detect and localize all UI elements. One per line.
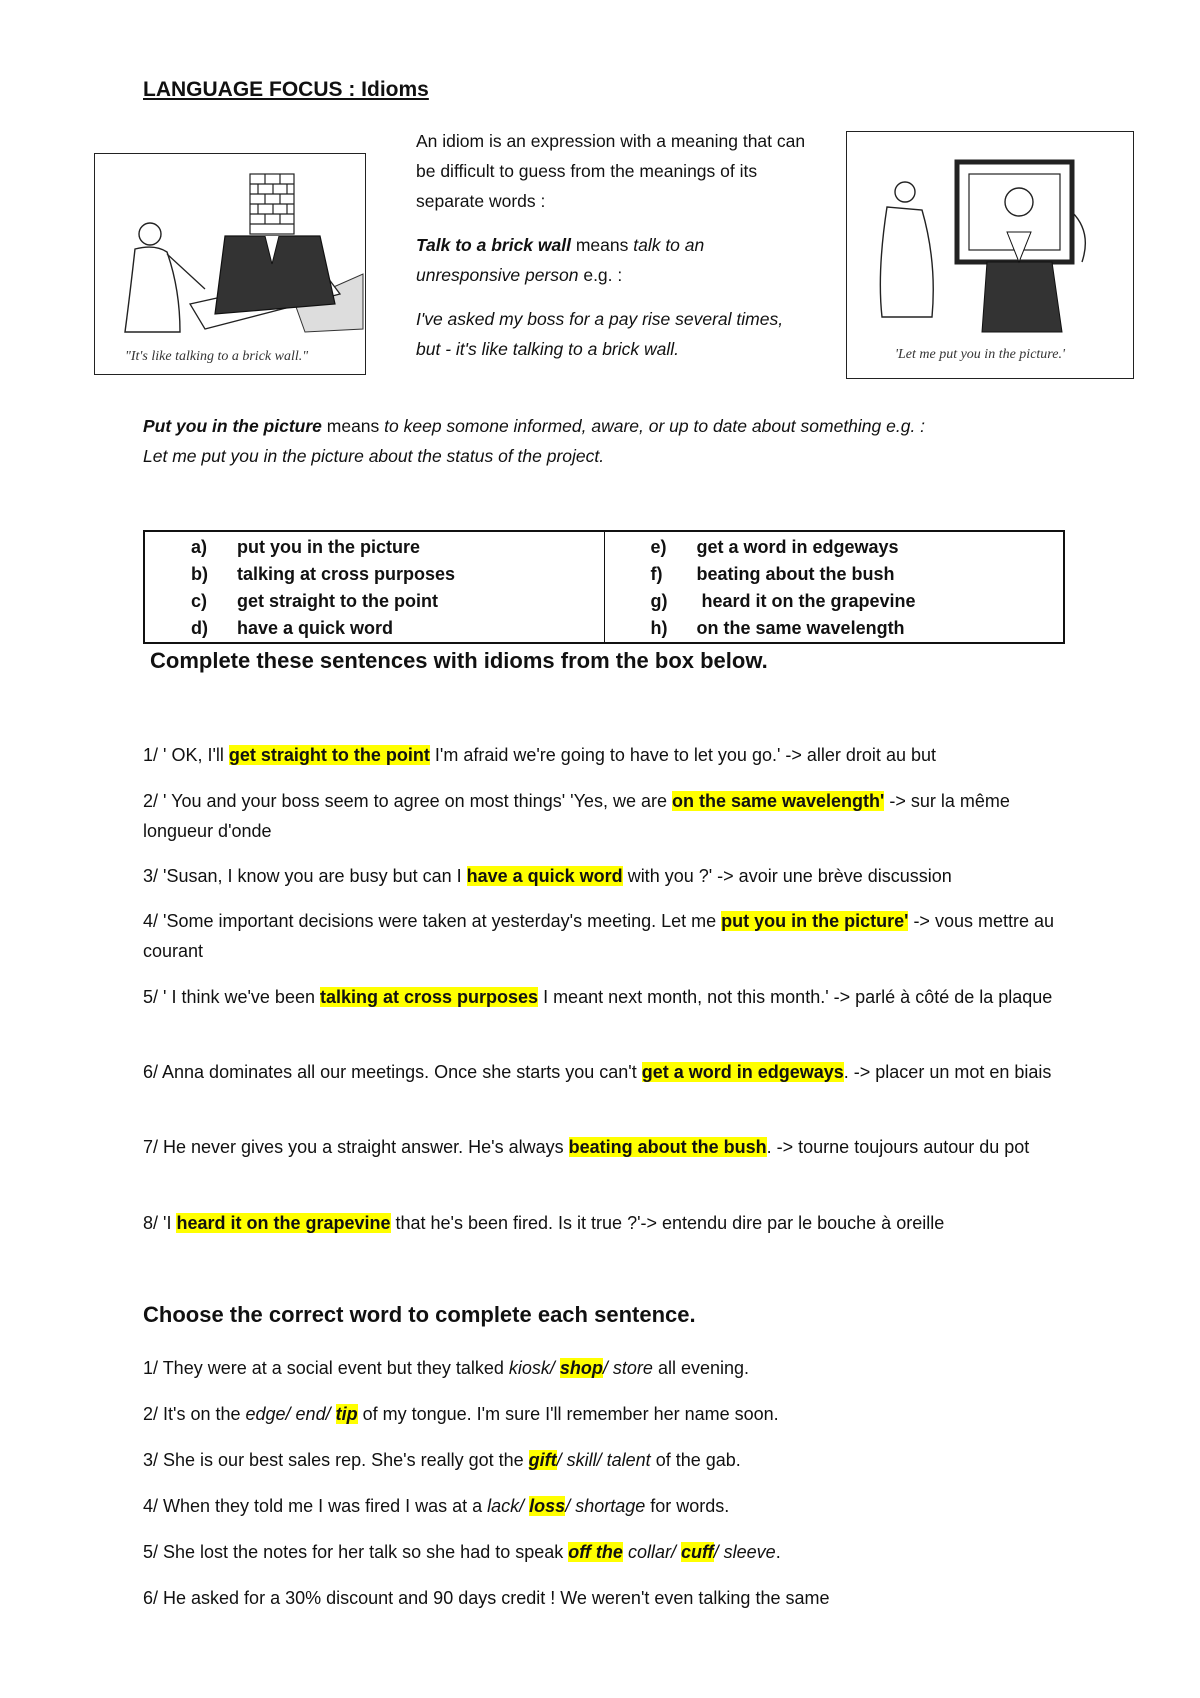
sentence-3: 3/ 'Susan, I know you are busy but can I have a quick word with you ?' -> avoir une brève discussion — [143, 866, 952, 886]
question-6: 6/ He asked for a 30% discount and 90 days credit ! We weren't even talking the same — [143, 1588, 830, 1608]
sentence-5: 5/ ' I think we've been talking at cross purposes I meant next month, not this month.' -> parlé à côté de la plaque — [143, 987, 1053, 1007]
picture-example: Let me put you in the picture about the status of the project. — [143, 446, 605, 466]
question-3: 3/ She is our best sales rep. She's really got the gift/ skill/ talent of the gab. — [143, 1450, 741, 1470]
list-item: f) beating about the bush — [650, 564, 895, 584]
cartoon-left — [94, 153, 366, 375]
brick-wall-example: I've asked my boss for a pay rise several times, but - it's like talking to a brick wall. — [416, 309, 784, 359]
list-item: g) heard it on the grapevine — [650, 591, 916, 611]
section1-heading: Complete these sentences with idioms from the box below. — [150, 648, 768, 673]
list-item: h) on the same wavelength — [650, 618, 905, 638]
sentence-8: 8/ 'I heard it on the grapevine that he's been fired. Is it true ?'-> entendu dire par le bouche à oreille — [143, 1213, 945, 1233]
section2-heading: Choose the correct word to complete each sentence. — [143, 1302, 696, 1327]
sentence-1: 1/ ' OK, I'll get straight to the point I'm afraid we're going to have to let you go.' -> aller droit au but — [143, 745, 936, 765]
cartoon-left-caption: "It's like talking to a brick wall." — [125, 349, 309, 364]
sentence-6: 6/ Anna dominates all our meetings. Once she starts you can't get a word in edgeways. -> placer un mot en biais — [143, 1062, 1052, 1082]
idiom-brick-wall: Talk to a brick wall — [416, 235, 571, 255]
question-1: 1/ They were at a social event but they talked kiosk/ shop/ store all evening. — [143, 1358, 750, 1378]
question-5: 5/ She lost the notes for her talk so she had to speak off the collar/ cuff/ sleeve. — [143, 1542, 781, 1562]
question-4: 4/ When they told me I was fired I was at a lack/ loss/ shortage for words. — [143, 1496, 730, 1516]
sentence-4: 4/ 'Some important decisions were taken at yesterday's meeting. Let me put you in the picture' -> vous mettre au courant — [143, 911, 1055, 961]
cartoon-brick-wall-illustration — [95, 154, 365, 344]
sentence-2: 2/ ' You and your boss seem to agree on most things' 'Yes, we are on the same wavelength' -> sur la même longueur d'onde — [143, 791, 1010, 841]
page-title: LANGUAGE FOCUS : Idioms — [143, 78, 429, 101]
list-item: d) have a quick word — [191, 618, 394, 638]
picture-definition: Put you in the picture means to keep somone informed, aware, or up to date about something e.g. : Let me put you in the picture about the status of the project. — [143, 411, 1083, 471]
list-item: a) put you in the picture — [191, 537, 420, 557]
question-2: 2/ It's on the edge/ end/ tip of my tongue. I'm sure I'll remember her name soon. — [143, 1404, 779, 1424]
brick-wall-definition: Talk to a brick wall means talk to an unresponsive person e.g. : — [416, 235, 705, 285]
idiom-box-left — [144, 531, 604, 643]
list-item: e) get a word in edgeways — [650, 537, 899, 557]
sentence-7: 7/ He never gives you a straight answer. He's always beating about the bush. -> tourne toujours autour du pot — [143, 1137, 1030, 1157]
idiom-box — [143, 530, 1065, 644]
cartoon-picture-frame-illustration — [847, 132, 1133, 342]
intro-definition: An idiom is an expression with a meaning that can be difficult to guess from the meanings of its separate words : — [416, 131, 806, 211]
cartoon-right-caption: 'Let me put you in the picture.' — [895, 347, 1065, 362]
list-item: c) get straight to the point — [191, 591, 438, 611]
cartoon-right — [846, 131, 1134, 379]
intro-text — [416, 126, 806, 378]
list-item: b) talking at cross purposes — [191, 564, 456, 584]
idiom-put-you-in-the-picture: Put you in the picture — [143, 416, 322, 436]
idiom-box-right — [604, 531, 1064, 643]
